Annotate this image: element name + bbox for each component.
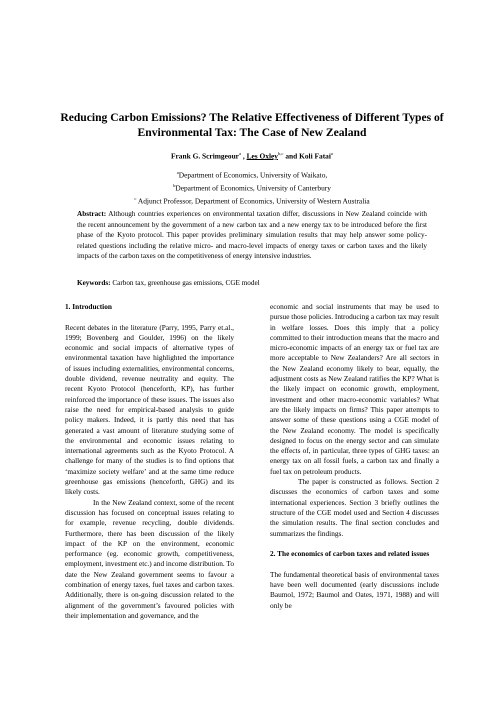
section-1-paragraph-1: Recent debates in the literature (Parry, 1995, Parry et.al., 1999; Bovenberg and Goulder, 1996) on the likely economic and social impacts of alternative types of environmental taxation have highlighted the importance of issues including externalities, environmental concerns, double dividend, revenue neutrality and equity. The recent Kyoto Protocol (henceforth, KP), has further reinforced the importance of these issues. The issues also raise the need for empirical-based analysis to guide policy makers. Indeed, it is partly this need that has generated a vast amount of literature studying some of the environmental and economic issues relating to international agreements such as the Kyoto Protocol. A challenge for many of the studies is to find options that ‘maximize society welfare’ and at the same time reduce greenhouse gas emissions (henceforth, GHG) and its likely costs. (65, 322, 234, 497)
keywords-label: Keywords: (77, 279, 111, 287)
author-sup: b,c (277, 151, 284, 156)
abstract (77, 209, 427, 262)
author-oxley[interactable]: Les Oxley (246, 151, 278, 161)
section-1-heading: 1. Introduction (65, 302, 112, 311)
affiliation-canterbury (40, 181, 464, 194)
keywords-text: Carbon tax, greenhouse gas emissions, CGE model (110, 279, 260, 287)
abstract-label: Abstract: (77, 210, 107, 218)
author-line (40, 151, 464, 160)
section-1-paragraph-3: The paper is constructed as follows. Section 2 discusses the economics of carbon taxes and some international experiences. Section 3 briefly outlines the structure of the CGE model used and Section 4 discusses the simulation results. The final section concludes and summarizes the findings. (270, 477, 439, 538)
author-sup: a (238, 151, 242, 156)
affiliation-sup: c (134, 195, 137, 201)
left-column (65, 302, 234, 621)
section-1-paragraph-2: In the New Zealand context, some of the recent discussion has focused on conceptual issues relating to for example, revenue recycling, double dividends. Furthermore, there has been discussion of the likely impact of the KP on the environment, economic performance (eg. economic growth, competitiveness, employment, investment etc.) and income distribution. To date the New Zealand government seems to favour a combination of energy taxes, fuel taxes and carbon taxes. Additionally, there is on-going discussion related to the alignment of the government’s favoured policies with their implementation and governance, and the (65, 497, 234, 620)
affiliation-western-australia (40, 194, 464, 207)
affiliation-text: Adjunct Professor, Department of Economics, University of Western Australia (136, 196, 370, 206)
section-1-paragraph-2-continued: economic and social instruments that may be used to pursue those policies. Introducing a carbon tax may result in welfare losses. Does this imply that a policy committed to their introduction means that the macro and micro-economic impacts of an energy tax or fuel tax are more acceptable to New Zealanders? Are all sectors in the New Zealand economy likely to bear, equally, the adjustment costs as New Zealand ratifies the KP? What is the likely impact on economic growth, employment, investment and other macro-economic variables? What are the likely impacts on firms? This paper attempts to answer some of these questions using a CGE model of the New Zealand economy. The model is specifically designed to focus on the energy sector and can simulate the effects of, in particular, three types of GHG taxes: an energy tax on all fossil fuels, a carbon tax and finally a fuel tax on petroleum products. (270, 302, 439, 476)
keywords (77, 278, 427, 288)
author-scrimgeour: Frank G. Scrimgeour (171, 151, 239, 161)
affiliations (40, 168, 464, 207)
section-2-paragraph-1: The fundamental theoretical basis of environmental taxes have been well documented (early discussions include Baumol, 1972; Baumol and Oates, 1971, 1988) and will only be (270, 569, 439, 610)
affiliation-sup: a (176, 170, 179, 175)
section-2-heading: 2. The economics of carbon taxes and related issues (270, 549, 430, 559)
paper-title: Reducing Carbon Emissions? The Relative Effectiveness of Different Types of Environmental Tax: The Case of New Zealand (60, 111, 444, 139)
author-separator: , (241, 151, 247, 161)
affiliation-waikato (40, 168, 464, 181)
author-fatai: Koli Fatai (299, 151, 331, 161)
abstract-text: Although countries experiences on environmental taxation differ, discussions in New Zealand coincide with the recent announcement by the government of a new carbon tax and a new energy tax to be introduced before the first phase of the Kyoto protocol. This paper provides preliminary simulation results that may help answer some policy-related questions including the relative micro- and macro-level impacts of energy taxes or carbon taxes and the likely impacts of the carbon taxes on the competitiveness of energy intensive industries. (77, 210, 427, 260)
author-sup: a (330, 151, 333, 156)
affiliation-sup: b (173, 182, 176, 188)
right-column (270, 302, 439, 611)
author-separator: and (283, 151, 300, 161)
affiliation-text: Department of Economics, University of Waikato, (178, 170, 328, 180)
affiliation-text: Department of Economics, University of Canterbury (175, 183, 331, 193)
